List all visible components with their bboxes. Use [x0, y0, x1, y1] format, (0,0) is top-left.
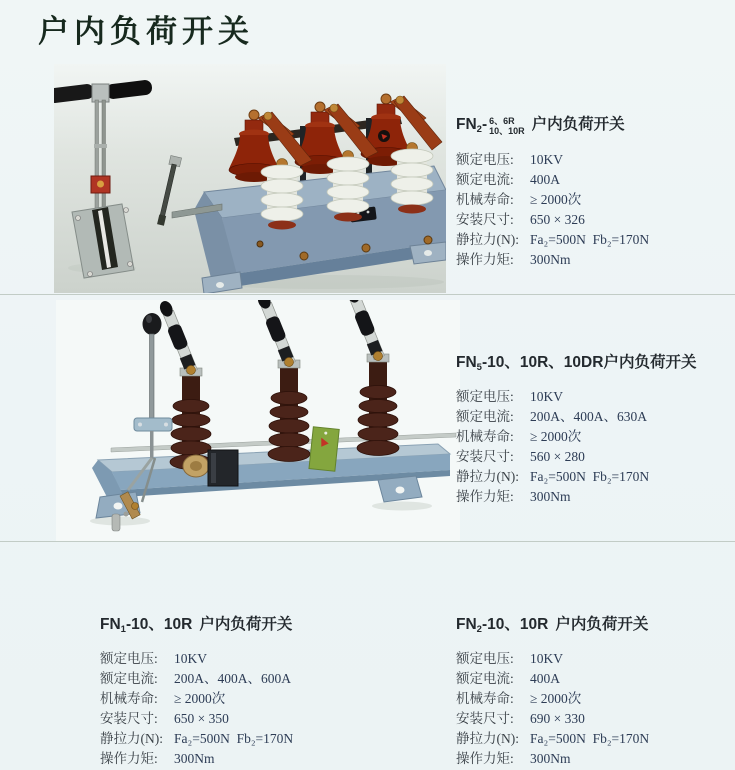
product-photo-fn2-6	[54, 64, 446, 293]
spec-value: Fa₂=500N Fb₂=170N	[174, 731, 294, 746]
spec-value: 200A、400A、600A	[174, 671, 291, 686]
spec-value: 650 × 350	[174, 711, 229, 726]
load-switch-illustration-2	[56, 300, 460, 542]
spec-label: 安装尺寸:	[100, 711, 158, 726]
spec-value: Fa₂=500N Fb₂=170N	[530, 232, 650, 247]
spec-value: 10KV	[530, 389, 563, 404]
spec-label: 静拉力(N):	[100, 731, 163, 746]
model-fraction: 6、6R 10、10R	[489, 116, 525, 136]
t-handle-mechanism	[54, 79, 153, 278]
spec-row	[100, 727, 386, 747]
spec-row	[456, 747, 735, 767]
spec-value: 650 × 326	[530, 212, 585, 227]
spec-label: 静拉力(N):	[456, 469, 519, 484]
spec-label: 静拉力(N):	[456, 731, 519, 746]
spec-row	[456, 485, 735, 505]
spec-label: 安装尺寸:	[456, 212, 514, 227]
spec-label: 额定电压:	[456, 152, 514, 167]
spec-row	[456, 385, 735, 405]
spec-label: 额定电压:	[456, 651, 514, 666]
product-title: $FN_2-$ 6、6R 10、10R 户内负荷开关	[456, 116, 625, 136]
spec-label: 安装尺寸:	[456, 449, 514, 464]
spec-value: 690 × 330	[530, 711, 585, 726]
spec-row	[456, 727, 735, 747]
green-tag	[309, 427, 339, 471]
product-photo-fn5-10	[56, 300, 460, 542]
brown-insulator-columns	[157, 300, 399, 470]
spec-label: 机械寿命:	[456, 192, 514, 207]
spec-row	[100, 667, 386, 687]
spec-value: 200A、400A、630A	[530, 409, 647, 424]
product-title: $FN_1-10$、10R 户内负荷开关	[100, 616, 293, 635]
spec-value: 10KV	[530, 651, 563, 666]
spec-value: 400A	[530, 671, 560, 686]
section-divider	[0, 294, 735, 295]
spec-row	[456, 687, 735, 707]
product-title: $FN_2-10$、10R 户内负荷开关	[456, 616, 649, 635]
page-title: 户内负荷开关	[38, 14, 254, 49]
spec-row	[100, 747, 386, 767]
spec-label: 额定电流:	[100, 671, 158, 686]
spec-row	[456, 208, 735, 228]
spec-row	[456, 248, 735, 268]
spec-value: 560 × 280	[530, 449, 585, 464]
spec-value: ≥ 2000次	[530, 192, 582, 207]
spec-row	[100, 687, 386, 707]
spec-row	[100, 707, 386, 727]
spec-label: 操作力矩:	[100, 751, 158, 766]
spec-value: ≥ 2000次	[530, 691, 582, 706]
spec-label: 机械寿命:	[100, 691, 158, 706]
spec-row	[456, 188, 735, 208]
spec-label: 额定电压:	[100, 651, 158, 666]
spec-value: ≥ 2000次	[530, 429, 582, 444]
spec-value: 300Nm	[530, 489, 571, 504]
spec-value: 300Nm	[174, 751, 215, 766]
spec-label: 机械寿命:	[456, 691, 514, 706]
spec-row	[456, 445, 735, 465]
spec-row	[456, 228, 735, 248]
spec-row	[100, 647, 386, 667]
spec-block-fn2-10	[456, 612, 735, 767]
spec-value: 300Nm	[530, 751, 571, 766]
spec-label: 操作力矩:	[456, 252, 514, 267]
spec-label: 操作力矩:	[456, 489, 514, 504]
spec-label: 额定电流:	[456, 172, 514, 187]
spec-value: 400A	[530, 172, 560, 187]
spec-value: 10KV	[174, 651, 207, 666]
spec-row	[456, 405, 735, 425]
spec-row	[456, 707, 735, 727]
spec-value: ≥ 2000次	[174, 691, 226, 706]
spec-value: Fa₂=500N Fb₂=170N	[530, 731, 650, 746]
spec-label: 静拉力(N):	[456, 232, 519, 247]
spec-row	[456, 168, 735, 188]
spec-block-fn5-10	[456, 350, 735, 505]
spec-value: Fa₂=500N Fb₂=170N	[530, 469, 650, 484]
spec-row	[456, 667, 735, 687]
section-divider	[0, 541, 735, 542]
spec-row	[456, 425, 735, 445]
spec-label: 机械寿命:	[456, 429, 514, 444]
spec-label: 安装尺寸:	[456, 711, 514, 726]
spec-row	[456, 465, 735, 485]
spec-value: 10KV	[530, 152, 563, 167]
spec-label: 额定电压:	[456, 389, 514, 404]
spec-block-fn2-6	[456, 112, 735, 268]
spec-value: 300Nm	[530, 252, 571, 267]
spec-label: 操作力矩:	[456, 751, 514, 766]
spec-row	[456, 647, 735, 667]
spec-label: 额定电流:	[456, 671, 514, 686]
load-switch-illustration-1	[54, 64, 446, 293]
spec-row	[456, 148, 735, 168]
product-title: $FN_5-10$、10R、10DR户内负荷开关	[456, 354, 697, 373]
spec-block-fn1-10	[100, 612, 386, 767]
spec-label: 额定电流:	[456, 409, 514, 424]
